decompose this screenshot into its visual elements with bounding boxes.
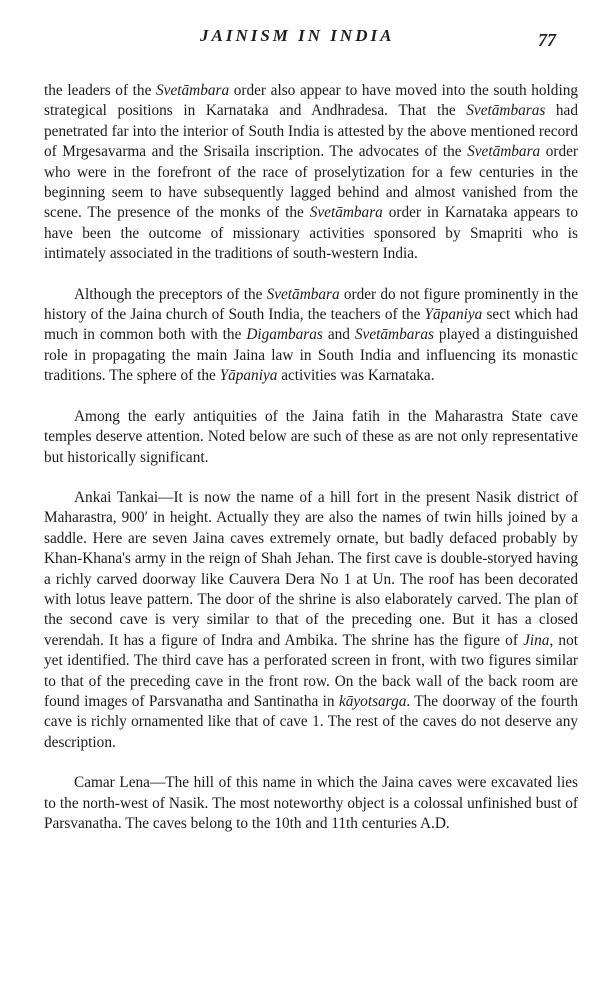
text-run: the leaders of the — [44, 82, 157, 99]
text-run: order also appear to have moved into the south holding strategical positions in Karnataka and Andhradesa. That the — [44, 82, 578, 120]
italic-term: Svetāmbara — [266, 285, 340, 303]
italic-term: Svetāmbara — [467, 143, 541, 161]
italic-term: kāyotsarga — [338, 692, 407, 710]
text-run: order do not figure prominently in the history of the Jaina church of South India, the teachers of the — [44, 285, 578, 324]
italic-term: Digambaras — [246, 326, 323, 344]
paragraph-1 — [44, 81, 578, 265]
paragraph-2 — [44, 285, 578, 387]
paragraph-3 — [44, 407, 578, 468]
italic-term: Svetāmbara — [309, 204, 383, 222]
text-run: Among the early antiquities of the Jaina fatih in the Maharastra State cave temples deserve attention. Noted below are such of these as are not only representative but historically significant. — [44, 407, 578, 466]
italic-term: Svetāmbaras — [466, 102, 546, 120]
italic-term: Jina — [523, 631, 550, 649]
running-head: JAINISM IN INDIA — [200, 26, 395, 45]
text-run: order in Karnataka appears to have been the outcome of missionary activities sponsored by Smapriti who is intimately associated in the traditions of south-western India. — [44, 204, 578, 263]
text-run: order who were in the forefront of the race of proselytization for a few centuries in the beginning seem to have subsequently lagged behind and almost vanished from the scene. The presence of the monks of the — [44, 143, 578, 222]
italic-term: Svetāmbaras — [354, 326, 434, 344]
paragraph-4 — [44, 488, 578, 753]
text-run: , not yet identified. The third cave has a perforated screen in front, with two figures similar to that of the preceding cave in the front row. On the back wall of the back room are found images of Parsvanatha and Santinatha in — [44, 631, 578, 710]
italic-term: Yāpaniya — [424, 306, 483, 324]
text-run: and — [322, 326, 355, 344]
text-run: Ankai Tankai—It is now the name of a hill fort in the present Nasik district of Maharastra, 900′ in height. Actually they are also the names of twin hills joined by a saddle. Here are seven Jaina caves extremely ornate, but badly defaced probably by Khan-Khana's army in the reign of Shah Jehan. The first cave is double-storyed having a richly carved doorway like Cauvera Dera No 1 at Un. The roof has been decorated with lotus leave pattern. The door of the shrine is also elaborately carved. The plan of the second cave is very similar to that of the preceding one. But it has a closed verendah. It has a figure of Indra and Ambika. The shrine has the figure of — [44, 488, 578, 649]
text-run: Although the preceptors of the — [74, 285, 267, 303]
italic-term: Yāpaniya — [219, 367, 278, 385]
italic-term: Svetāmbara — [156, 82, 230, 99]
text-run: had penetrated far into the interior of South India is attested by the above mentioned record of Mrgesavarma and the Srisaila inscription. The advocates of the — [44, 102, 578, 161]
paragraph-5 — [44, 773, 578, 834]
text-run: . The doorway of the fourth cave is richly ornamented like that of cave 1. The rest of the caves do not deserve any description. — [44, 692, 578, 751]
text-run: Camar Lena—The hill of this name in which the Jaina caves were excavated lies to the north-west of Nasik. The most noteworthy object is a colossal unfinished bust of Parsvanatha. The caves belong to the 10th and 11th centuries A.D. — [44, 774, 578, 832]
page-header — [0, 26, 600, 56]
page-body — [44, 81, 578, 834]
text-run: activities was Karnataka. — [277, 367, 435, 385]
text-run: played a distinguished role in propagating the main Jaina law in South India and influencing its monastic traditions. The sphere of the — [44, 326, 578, 385]
page-number: 77 — [538, 30, 556, 50]
text-run: sect which had much in common both with the — [44, 306, 578, 344]
